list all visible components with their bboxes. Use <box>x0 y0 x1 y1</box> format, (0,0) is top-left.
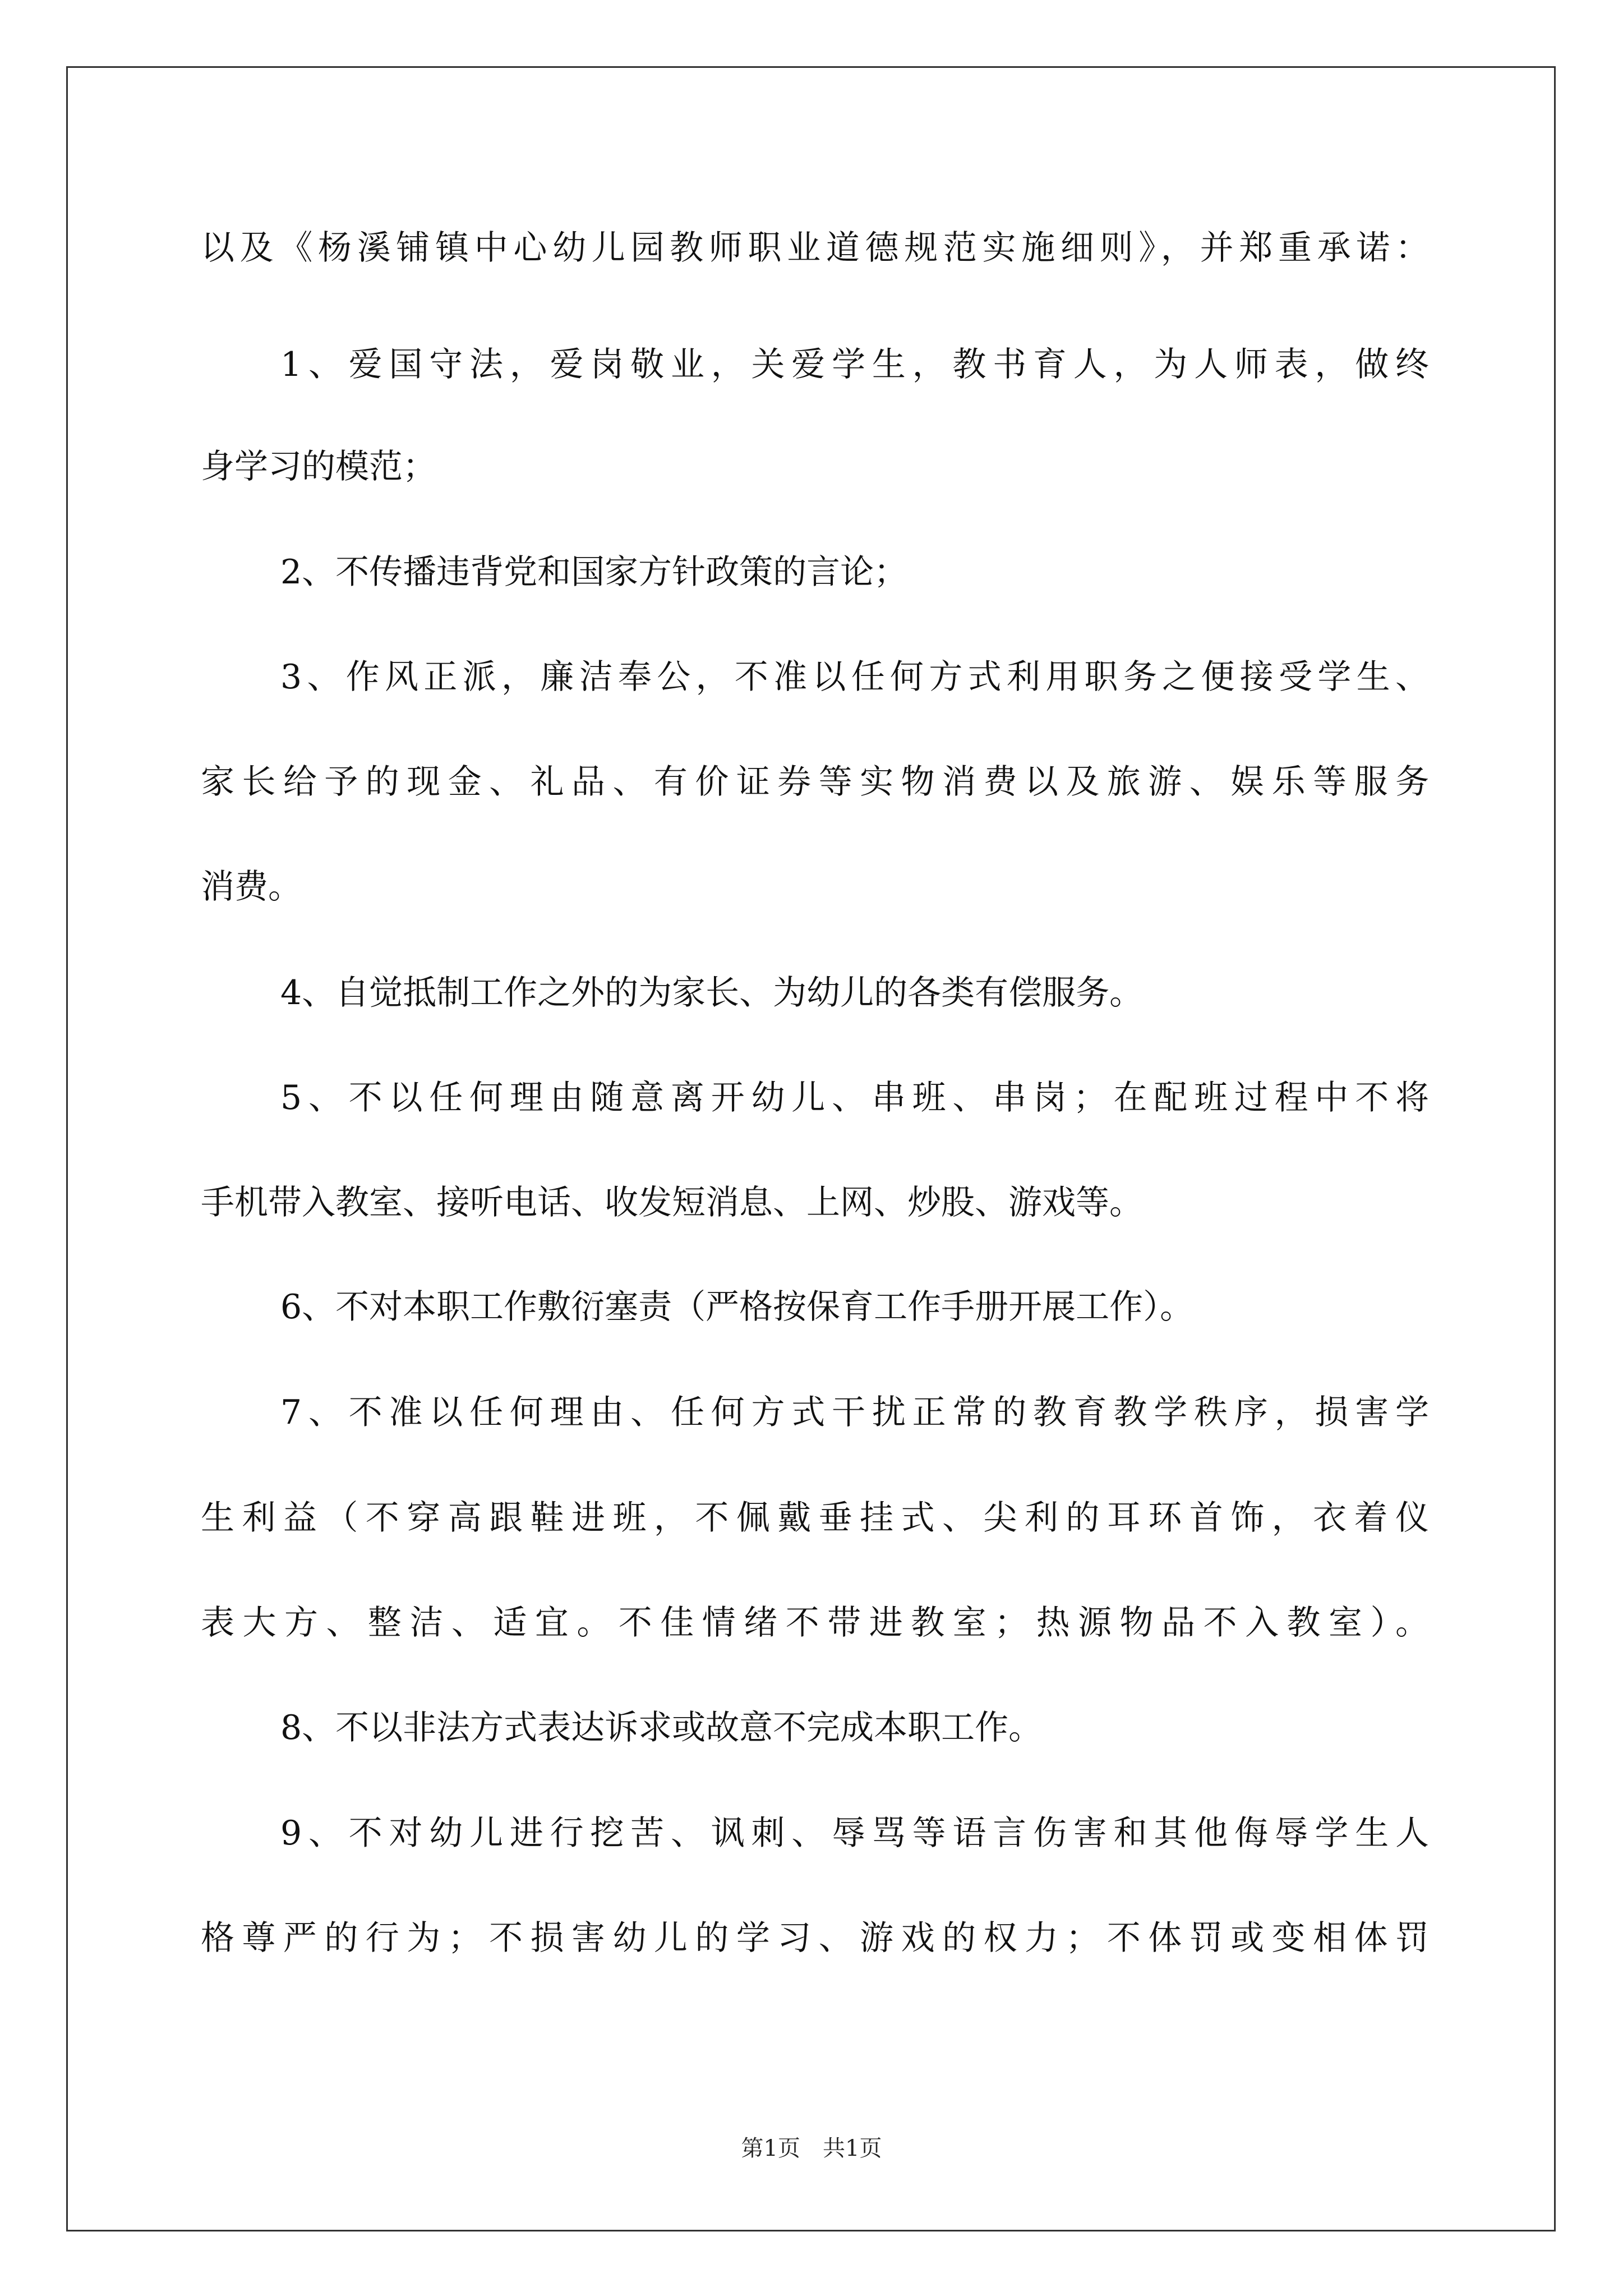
text-line: 以及《杨溪铺镇中心幼儿园教师职业道德规范实施细则》，并郑重承诺： <box>201 228 1429 268</box>
text-line: 表大方、整洁、适宜。不佳情绪不带进教室；热源物品不入教室）。 <box>201 1603 1429 1642</box>
text-line: 手机带入教室、接听电话、收发短消息、上网、炒股、游戏等。 <box>201 1183 1143 1222</box>
page-border <box>66 66 1556 2231</box>
text-line: 生利益（不穿高跟鞋进班，不佩戴垂挂式、尖利的耳环首饰，衣着仪 <box>201 1498 1429 1538</box>
text-line: 5、不以任何理由随意离开幼儿、串班、串岗；在配班过程中不将 <box>280 1078 1429 1117</box>
text-line: 4、自觉抵制工作之外的为家长、为幼儿的各类有偿服务。 <box>280 973 1144 1013</box>
text-line: 7、不准以任何理由、任何方式干扰正常的教育教学秩序，损害学 <box>280 1393 1429 1432</box>
text-line: 消费。 <box>201 867 302 907</box>
text-line: 8、不以非法方式表达诉求或故意不完成本职工作。 <box>280 1708 1043 1747</box>
text-line: 家长给予的现金、礼品、有价证券等实物消费以及旅游、娱乐等服务 <box>201 762 1429 802</box>
text-line: 2、不传播违背党和国家方针政策的言论； <box>280 553 908 592</box>
text-line: 3、作风正派，廉洁奉公，不准以任何方式利用职务之便接受学生、 <box>280 657 1429 697</box>
page-number: 第1页 共1页 <box>741 2136 882 2161</box>
text-line: 身学习的模范； <box>201 447 436 486</box>
text-line: 9、不对幼儿进行挖苦、讽刺、辱骂等语言伤害和其他侮辱学生人 <box>280 1814 1429 1853</box>
text-line: 6、不对本职工作敷衍塞责（严格按保育工作手册开展工作）。 <box>280 1287 1194 1327</box>
text-line: 格尊严的行为；不损害幼儿的学习、游戏的权力；不体罚或变相体罚 <box>201 1918 1429 1958</box>
text-line: 1、爱国守法，爱岗敬业，关爱学生，教书育人，为人师表，做终 <box>280 345 1429 384</box>
